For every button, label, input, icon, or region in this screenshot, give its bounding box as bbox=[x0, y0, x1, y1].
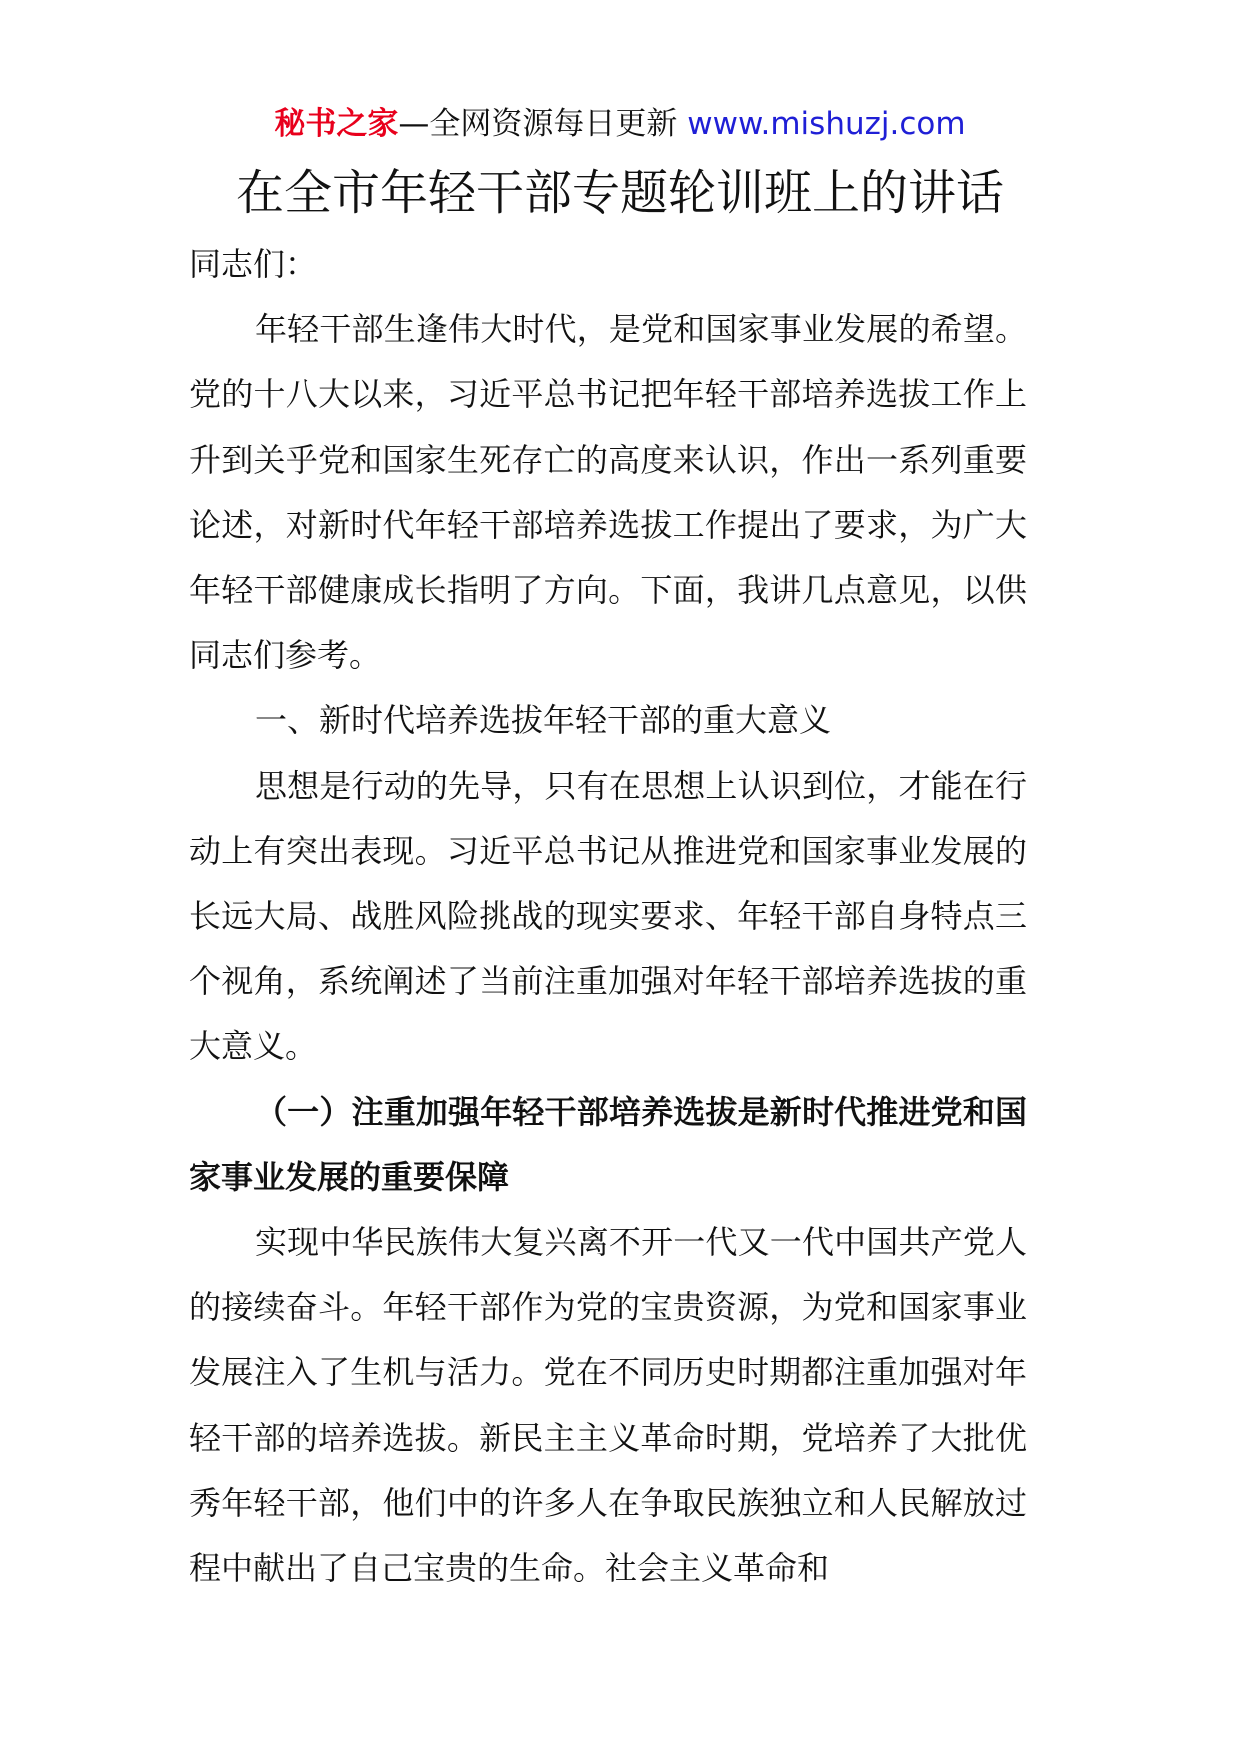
section-heading: 一、新时代培养选拔年轻干部的重大意义 bbox=[255, 701, 832, 740]
document-title: 在全市年轻干部专题轮训班上的讲话 bbox=[235, 165, 1004, 221]
subsection-heading: （一）注重加强年轻干部培养选拔是新时代推进党和国家事业发展的重要保障 bbox=[189, 1092, 1027, 1196]
document-body bbox=[189, 232, 1027, 1601]
site-url-link[interactable]: www.mishuzj.com bbox=[687, 106, 966, 142]
body-paragraph: 年轻干部生逢伟大时代，是党和国家事业发展的希望。党的十八大以来，习近平总书记把年轻干部培养选拔工作上升到关乎党和国家生死存亡的高度来认识，作出一系列重要论述，对新时代年轻干部培养选拔工作提出了要求，为广大年轻干部健康成长指明了方向。下面，我讲几点意见，以供同志们参考。 bbox=[189, 310, 1027, 675]
salutation: 同志们： bbox=[189, 245, 318, 283]
body-paragraph: 实现中华民族伟大复兴离不开一代又一代中国共产党人的接续奋斗。年轻干部作为党的宝贵资源，为党和国家事业发展注入了生机与活力。党在不同历史时期都注重加强对年轻干部的培养选拔。新民主主义革命时期，党培养了大批优秀年轻干部，他们中的许多人在争取民族独立和人民解放过程中献出了自己宝贵的生命。社会主义革命和 bbox=[189, 1223, 1027, 1588]
brand-name: 秘书之家 bbox=[274, 106, 399, 142]
header-tagline: —全网资源每日更新 bbox=[398, 106, 678, 142]
body-paragraph: 思想是行动的先导，只有在思想上认识到位，才能在行动上有突出表现。习近平总书记从推进党和国家事业发展的长远大局、战胜风险挑战的现实要求、年轻干部自身特点三个视角，系统阐述了当前注重加强对年轻干部培养选拔的重大意义。 bbox=[189, 766, 1027, 1066]
site-header bbox=[0, 102, 1240, 146]
